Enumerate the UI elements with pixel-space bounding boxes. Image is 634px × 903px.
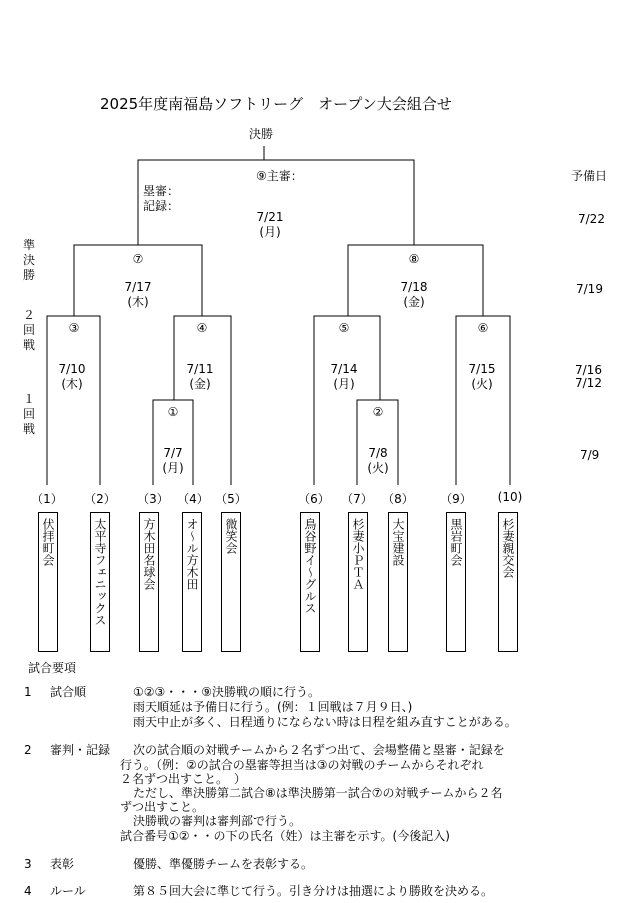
second-round-reserve-date: 7/16 — [575, 363, 602, 377]
round-label-semifinal: 準 決 勝 — [22, 238, 35, 282]
team-box — [182, 512, 202, 652]
team-name: 杉妻小ＰＴＡ — [351, 518, 365, 590]
match-date: 7/17 — [124, 280, 152, 294]
team-name: 黒岩町会 — [449, 518, 463, 566]
team-box — [221, 512, 241, 652]
team-number: （8） — [382, 492, 414, 506]
bracket-line — [47, 316, 100, 485]
second-round-reserve-date: 7/12 — [575, 376, 602, 390]
team-number: (10) — [497, 490, 523, 504]
team-name: 伏拝町会 — [41, 518, 55, 566]
team-number: （2） — [84, 492, 116, 506]
rules-heading: 試合要項 — [28, 661, 77, 675]
match-weekday: (月) — [162, 461, 184, 475]
final-umpire-label: ⑨主審： — [256, 169, 303, 183]
final-recorder: 記録： — [143, 199, 180, 213]
rule-line: 優勝、準優勝チームを表彰する。 — [133, 857, 314, 871]
match-date: 7/11 — [186, 362, 214, 376]
round-label-first: １ 回 戦 — [22, 392, 35, 436]
team-number: （9） — [440, 492, 472, 506]
match-number: ① — [167, 405, 179, 419]
match-weekday: (火) — [367, 461, 389, 475]
final-weekday: (月) — [259, 225, 281, 239]
match-weekday: (金) — [403, 295, 425, 309]
rule-label: ルール — [50, 884, 86, 898]
match-date: 7/8 — [368, 446, 388, 460]
team-number: （7） — [341, 492, 373, 506]
rule-line: 第８５回大会に準じて行う。引き分けは抽選により勝敗を決める。 — [133, 884, 494, 898]
rule-line: 雨天中止が多く、日程通りにならない時は日程を組み直すことがある。 — [133, 715, 517, 729]
match-weekday: (木) — [61, 377, 83, 391]
match-number: ⑤ — [338, 321, 350, 335]
rule-number: 1 — [24, 685, 32, 699]
match-weekday: (金) — [189, 377, 211, 391]
team-name: 杉妻親交会 — [501, 518, 515, 578]
team-number: （3） — [137, 492, 169, 506]
team-name: 微笑会 — [224, 518, 238, 554]
team-box — [446, 512, 466, 652]
rule-line: ただし、準決勝第二試合⑧は準決勝第一試合⑦の対戦チームから２名 — [133, 786, 503, 800]
rule-line: 試合番号①②・・の下の氏名（姓）は主審を示す。(今後記入) — [120, 829, 450, 843]
final-date: 7/21 — [256, 210, 284, 224]
final-reserve-date: 7/22 — [578, 212, 605, 226]
round-label-second: ２ 回 戦 — [22, 308, 35, 352]
team-name: 太平寺フェニックス — [93, 518, 107, 626]
team-number: （4） — [177, 492, 209, 506]
match-date: 7/7 — [163, 446, 183, 460]
team-name: 鳥谷野イ～グルス — [303, 518, 317, 614]
match-date: 7/14 — [330, 362, 358, 376]
team-name: オ～ル方木田 — [185, 518, 199, 590]
reserve-day-label: 予備日 — [571, 169, 608, 183]
team-box — [300, 512, 320, 652]
team-box — [388, 512, 408, 652]
team-name: 大宝建設 — [391, 518, 405, 566]
match-number: ⑧ — [408, 252, 420, 266]
rule-line: ①②③・・・⑨決勝戦の順に行う。 — [133, 685, 321, 699]
match-weekday: (木) — [127, 295, 149, 309]
rule-line: ２名ずつ出すこと。 ） — [120, 772, 247, 786]
match-date: 7/18 — [400, 280, 428, 294]
team-name: 方木田名球会 — [142, 518, 156, 590]
match-weekday: (月) — [333, 377, 355, 391]
team-box — [139, 512, 159, 652]
final-label: 決勝 — [249, 127, 274, 141]
team-number: （5） — [215, 492, 247, 506]
match-date: 7/15 — [468, 362, 496, 376]
match-number: ③ — [68, 321, 80, 335]
rule-line: 次の試合順の対戦チームから２名ずつ出て、会場整備と塁審・記録を — [133, 743, 505, 757]
match-number: ④ — [196, 321, 208, 335]
match-number: ⑥ — [477, 321, 489, 335]
bracket-line — [456, 316, 510, 485]
team-box — [498, 512, 518, 652]
match-date: 7/10 — [58, 362, 86, 376]
match-number: ② — [372, 405, 384, 419]
rule-number: 2 — [24, 743, 32, 757]
rule-label: 表彰 — [50, 857, 75, 871]
first-round-reserve-date: 7/9 — [580, 448, 600, 462]
team-box — [90, 512, 110, 652]
match-weekday: (火) — [471, 377, 493, 391]
rule-line: ずつ出すこと。 — [120, 800, 205, 814]
rule-line: 雨天順延は予備日に行う。(例：１回戦は７月９日、) — [133, 700, 413, 714]
rule-number: 4 — [24, 884, 32, 898]
team-box — [348, 512, 368, 652]
page-title: 2025年度南福島ソフトリーグ オープン大会組合せ — [100, 95, 452, 113]
team-number: （1） — [31, 492, 63, 506]
team-number: （6） — [298, 492, 330, 506]
semifinal-reserve-date: 7/19 — [576, 282, 603, 296]
rule-line: 行う。（例：②の試合の塁審等担当は③の対戦のチームからそれぞれ — [120, 758, 484, 772]
final-base-umpire: 塁審： — [143, 184, 180, 198]
rule-label: 審判・記録 — [50, 743, 111, 757]
rule-number: 3 — [24, 857, 32, 871]
match-number: ⑦ — [132, 252, 144, 266]
team-box — [38, 512, 58, 652]
rule-label: 試合順 — [50, 685, 87, 699]
rule-line: 決勝戦の審判は審判部で行う。 — [133, 814, 302, 828]
